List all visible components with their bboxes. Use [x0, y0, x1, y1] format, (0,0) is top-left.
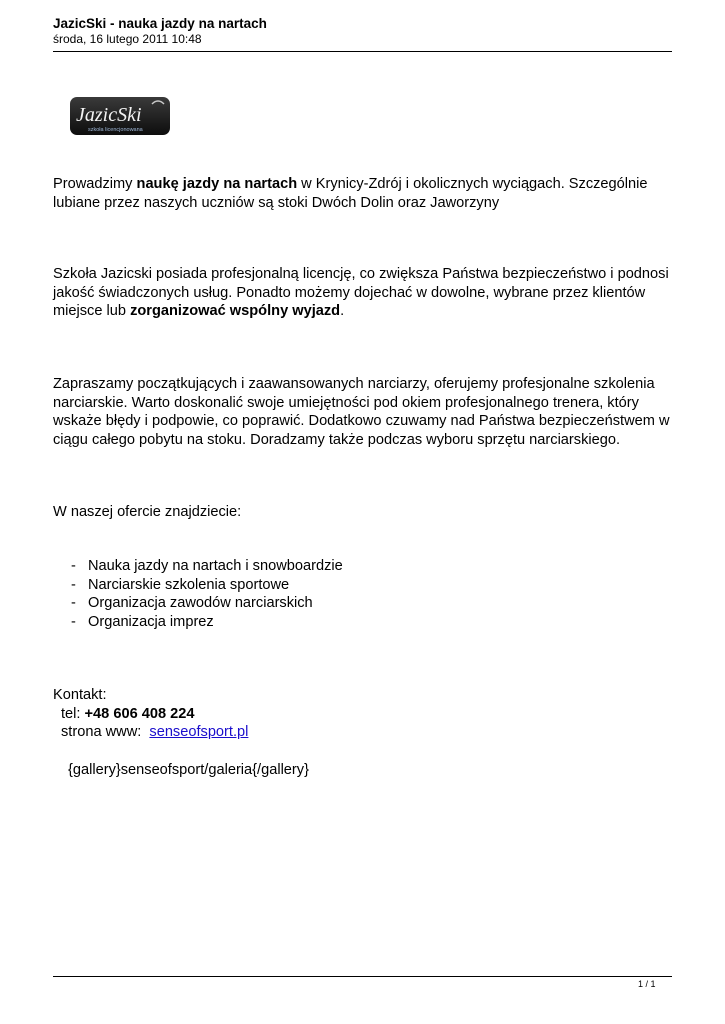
- contact-section: [53, 686, 248, 742]
- document-date: środa, 16 lutego 2011 10:48: [53, 32, 202, 46]
- logo-wordmark: JazicSki: [76, 104, 142, 126]
- document-header: [53, 16, 673, 47]
- bold-phrase: naukę jazdy na nartach: [136, 176, 298, 192]
- paragraph-license: Szkoła Jazicski posiada profesjonalną licencję, co zwiększa Państwa bezpieczeństwo i podnosi jakość świadczonych usług. Ponadto możemy dojechać w dowolne, wybrane przez klientów miejsce lub zorganizować wspólny wyjazd.: [53, 266, 669, 320]
- document-title: JazicSki - nauka jazdy na nartach: [53, 16, 267, 31]
- paragraph-training: Zapraszamy początkujących i zaawansowanych narciarzy, oferujemy profesjonalne szkolenia narciarskie. Warto doskonalić swoje umiejętności pod okiem profesjonalnego trenera, który wskaże błędy i podpowie, co poprawić. Dodatkowo czuwamy nad Państwa bezpieczeństwem w ciągu całego pobytu na stoku. Doradzamy także podczas wyboru sprzętu narciarskiego.: [53, 376, 670, 449]
- list-item: - Organizacja zawodów narciarskich: [71, 595, 313, 611]
- gallery-tag: {gallery}senseofsport/galeria{/gallery}: [68, 762, 309, 778]
- header-divider: [53, 51, 672, 52]
- paragraph-intro: Prowadzimy naukę jazdy na nartach w Krynicy-Zdrój i okolicznych wyciągach. Szczególnie lubiane przez naszych uczniów są stoki Dwóch Dolin oraz Jaworzyny: [53, 176, 648, 211]
- contact-phone: tel: +48 606 408 224: [61, 705, 195, 722]
- contact-heading: Kontakt:: [53, 687, 107, 703]
- contact-website: strona www: senseofsport.pl: [61, 724, 249, 740]
- list-item: - Organizacja imprez: [71, 613, 214, 630]
- page-number: 1 / 1: [638, 979, 656, 989]
- list-item: - Nauka jazdy na nartach i snowboardzie: [71, 558, 343, 574]
- list-item: - Narciarskie szkolenia sportowe: [71, 576, 290, 593]
- phone-number: +48 606 408 224: [84, 705, 195, 722]
- logo-subtitle: szkoła licencjonowana: [88, 127, 143, 133]
- bold-phrase: zorganizować wspólny wyjazd: [130, 303, 341, 320]
- offer-list: [71, 557, 343, 631]
- jazicski-logo: [68, 96, 172, 136]
- footer-divider: [53, 976, 672, 977]
- paragraph-offer-intro: W naszej ofercie znajdziecie:: [53, 504, 242, 520]
- website-link[interactable]: senseofsport.pl: [149, 724, 249, 740]
